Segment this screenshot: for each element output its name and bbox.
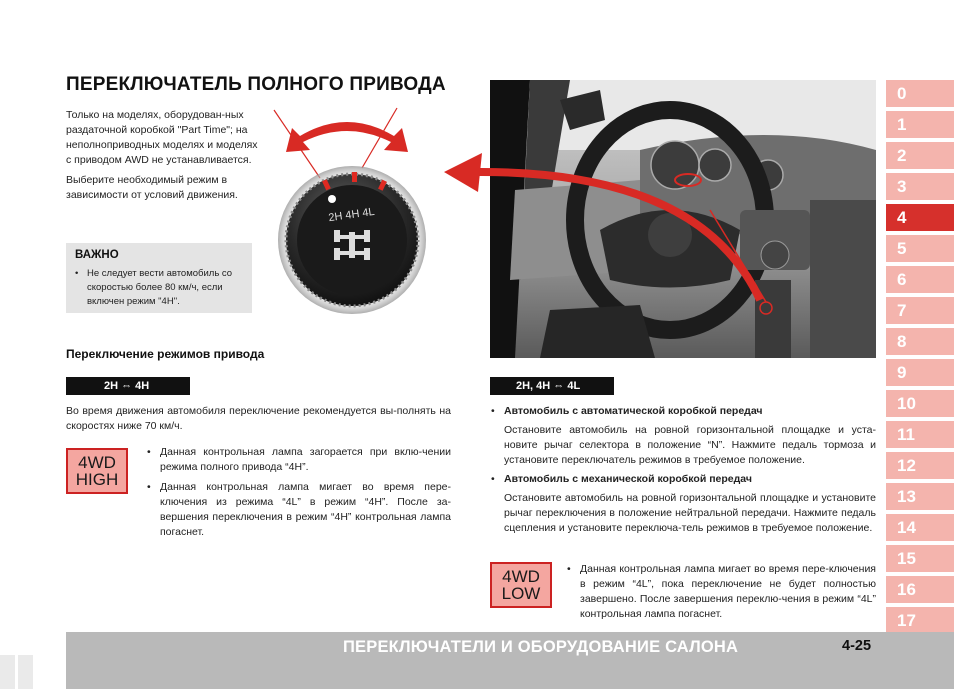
important-note — [66, 243, 252, 313]
chapter-tab-15[interactable]: 15 — [886, 545, 954, 572]
chapter-tab-17[interactable]: 17 — [886, 607, 954, 634]
note-bullet: • — [75, 268, 79, 279]
corner-mark — [18, 655, 33, 689]
chapter-tab-13[interactable]: 13 — [886, 483, 954, 510]
chapter-tab-16[interactable]: 16 — [886, 576, 954, 603]
auto-transmission-text: Остановите автомобиль на ровной горизонтальной площадке и уста-новите рычаг селектора в положение “N”. Нажмите педаль тормоза и установите переключатель режимов в требуемое положение. — [504, 424, 876, 466]
note-text: Не следует вести автомобиль со скоростью более 80 км/ч, если включен режим "4H". — [87, 268, 233, 307]
chapter-tab-6[interactable]: 6 — [886, 266, 954, 293]
left-bullets — [146, 445, 451, 545]
corner-mark — [0, 655, 15, 689]
lamp-low-line2: LOW — [501, 584, 541, 603]
mode-bar-2h4h-4l: 2H, 4H ⇔ 4L — [490, 377, 614, 395]
chapter-tab-7[interactable]: 7 — [886, 297, 954, 324]
note-item — [75, 267, 247, 309]
manual-transmission-text: Остановите автомобиль на ровной горизонтальной площадке и установите рычаг переключения в положение нейтральной передачи. Нажмите педаль сцепления и установите переключа-тель режимов в требуемое положение. — [504, 492, 876, 534]
lamp-high-line1: 4WD — [78, 453, 116, 472]
list-item: • Данная контрольная лампа загорается при вклю-чении режима полного привода “4H”. — [147, 446, 451, 473]
manual-transmission-heading: • Автомобиль с механической коробкой передач — [491, 473, 752, 485]
right-instructions — [490, 404, 876, 540]
chapter-tab-12[interactable]: 12 — [886, 452, 954, 479]
knob-label: 2H 4H 4L — [327, 205, 376, 225]
footer-bar — [66, 632, 954, 689]
knob-svg — [262, 100, 462, 330]
footer-title: ПЕРЕКЛЮЧАТЕЛИ И ОБОРУДОВАНИЕ САЛОНА — [343, 638, 739, 656]
lamp-high-line2: HIGH — [75, 470, 119, 489]
note-title: ВАЖНО — [75, 249, 119, 261]
chapter-tab-3[interactable]: 3 — [886, 173, 954, 200]
chapter-tab-5[interactable]: 5 — [886, 235, 954, 262]
chapter-tab-1[interactable]: 1 — [886, 111, 954, 138]
chapter-tab-8[interactable]: 8 — [886, 328, 954, 355]
intro-paragraph-1: Только на моделях, оборудован-ных раздаточной коробкой "Part Time"; на неполноприводных моделях и моделях с приводом AWD не устанавливается. — [66, 109, 258, 166]
lamp-low-line1: 4WD — [502, 567, 540, 586]
page-number: 4-25 — [842, 638, 872, 654]
chapter-tab-9[interactable]: 9 — [886, 359, 954, 386]
chapter-tab-11[interactable]: 11 — [886, 421, 954, 448]
auto-transmission-heading: • Автомобиль с автоматической коробкой передач — [491, 405, 763, 417]
chapter-tab-2[interactable]: 2 — [886, 142, 954, 169]
dashboard-photo — [490, 80, 876, 358]
4wd-high-lamp-icon — [66, 448, 128, 494]
page-title: ПЕРЕКЛЮЧАТЕЛЬ ПОЛНОГО ПРИВОДА — [66, 74, 446, 95]
mode-bar-2h-4h: 2H ⇔ 4H — [66, 377, 190, 395]
section-heading: Переключение режимов привода — [66, 347, 265, 361]
list-item: • Данная контрольная лампа мигает во время пере-ключения в режим “4L”, пока переключение не будет полностью завершено. После завершения переклю-чения в режим “4L” контрольная лампа погаснет. — [567, 563, 876, 620]
chapter-tab-10[interactable]: 10 — [886, 390, 954, 417]
chapter-tab-14[interactable]: 14 — [886, 514, 954, 541]
list-item: • Данная контрольная лампа мигает во время пере-ключения из режима “4L” в режим “4H”. После за-вершения переключения в режим “4H” контрольная лампа погаснет. — [147, 481, 451, 538]
drive-mode-knob-illustration — [262, 100, 462, 330]
intro-paragraph-2: Выберите необходимый режим в зависимости от условий движения. — [66, 174, 238, 201]
4wd-low-lamp-icon — [490, 562, 552, 608]
chapter-tab-0[interactable]: 0 — [886, 80, 954, 107]
dashboard-photo-svg — [490, 80, 876, 358]
rotation-arrow-icon — [286, 122, 408, 152]
intro-text — [66, 108, 258, 208]
left-paragraph: Во время движения автомобиля переключение рекомендуется вы-полнять на скоростях ниже 70 км/ч. — [66, 405, 451, 432]
chapter-tab-4[interactable]: 4 — [886, 204, 954, 231]
right-bullets — [566, 562, 876, 627]
